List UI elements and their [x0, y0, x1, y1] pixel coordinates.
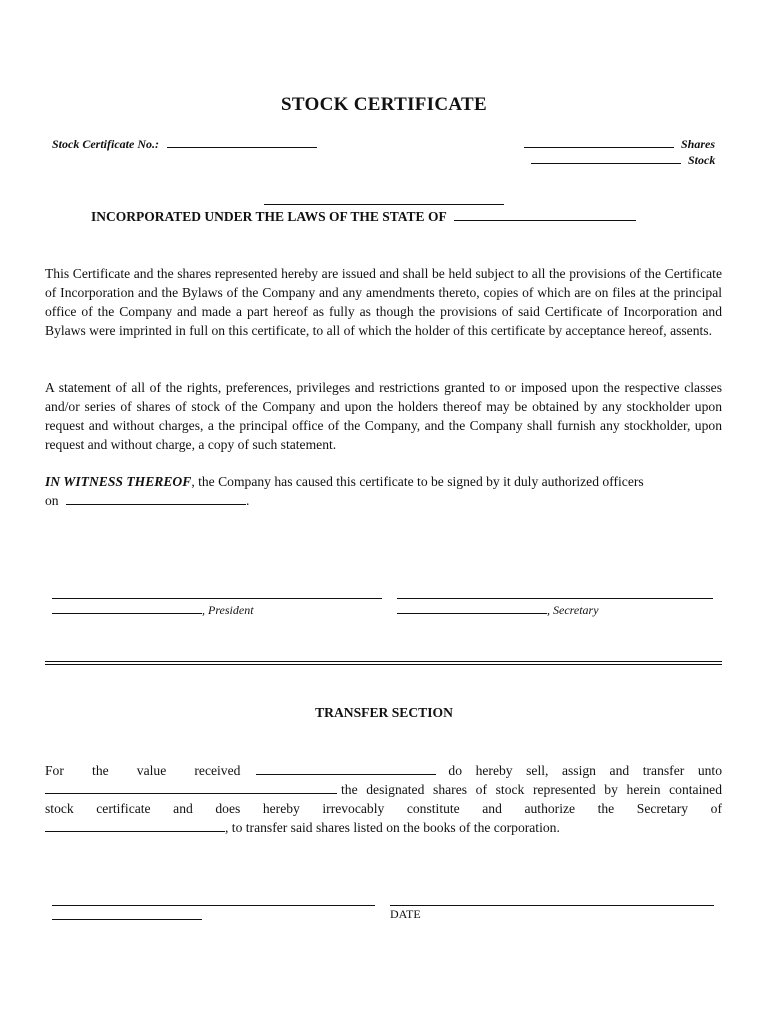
shares-field[interactable]	[524, 135, 674, 148]
transfer-value-received: For the value received	[45, 763, 241, 778]
transfer-line-1	[45, 761, 722, 780]
paragraph-provisions: This Certificate and the shares represented hereby are issued and shall be held subject to all the provisions of the Certificate of Incorporation and the Bylaws of the Company and any amendments thereto, copies of which are on files at the principal office of the Company and made a part hereof as fully as though the provisions of said Certificate of Incorporation and Bylaws were imprinted in full on this certificate, to all of which the holder of this certificate by acceptance hereof, assents.	[45, 266, 722, 338]
transfer-assign-text: do hereby sell, assign and transfer unto	[448, 763, 722, 778]
stock-label: Stock	[688, 153, 716, 167]
secretary-company-field[interactable]	[45, 819, 225, 832]
secretary-signature-line[interactable]	[397, 598, 713, 599]
stock-row	[531, 151, 715, 169]
witness-text: , the Company has caused this certificate to be signed by it duly authorized officers	[191, 474, 644, 489]
transfer-books-text: , to transfer said shares listed on the books of the corporation.	[225, 820, 560, 835]
witness-end: .	[246, 493, 250, 508]
president-signature-line[interactable]	[52, 598, 382, 599]
witness-date-field[interactable]	[66, 492, 246, 505]
incorporated-label: INCORPORATED UNDER THE LAWS OF THE STATE OF	[91, 209, 447, 224]
transfer-name-line[interactable]	[52, 919, 202, 920]
president-label: , President	[202, 603, 254, 617]
state-field[interactable]	[454, 209, 636, 221]
transfer-section-title: TRANSFER SECTION	[315, 705, 453, 720]
date-label: DATE	[390, 907, 421, 921]
transfer-signature-line[interactable]	[52, 905, 375, 906]
paragraph-statement: A statement of all of the rights, preferences, privileges and restrictions granted to or imposed upon the respective classes and/or series of shares of stock of the Company and upon the holders thereof may be obtained by any stockholder upon request and without charges, a the principal office of the Company, and the Company shall furnish any stockholder, upon request and without charge, a copy of such statement.	[45, 380, 722, 452]
witness-on: on	[45, 493, 59, 508]
secretary-name-field[interactable]	[397, 601, 547, 614]
witness-heading: IN WITNESS THEREOF	[45, 474, 192, 489]
transfer-designated-text: the designated shares of stock represented by herein contained	[341, 782, 722, 797]
certificate-number-row	[52, 135, 317, 153]
transferee-field[interactable]	[45, 781, 337, 794]
transfer-line-2	[45, 780, 722, 799]
president-row	[52, 601, 254, 619]
certificate-number-field[interactable]	[167, 135, 317, 148]
shares-label: Shares	[681, 137, 716, 151]
transfer-date-line[interactable]	[390, 905, 714, 906]
document-title: STOCK CERTIFICATE	[281, 94, 487, 115]
section-divider-bottom	[45, 664, 722, 665]
transfer-line-3: stock certificate and does hereby irrevocably constitute and authorize the Secretary of	[45, 801, 722, 816]
company-name-field[interactable]	[264, 204, 504, 205]
secretary-row	[397, 601, 599, 619]
secretary-label: , Secretary	[547, 603, 599, 617]
transfer-line-4	[45, 818, 722, 837]
incorporated-row	[91, 209, 636, 225]
stock-field[interactable]	[531, 151, 681, 164]
president-name-field[interactable]	[52, 601, 202, 614]
transfer-paragraph	[45, 761, 722, 837]
witness-paragraph	[45, 472, 722, 510]
certificate-number-label: Stock Certificate No.:	[52, 137, 159, 151]
transferor-field[interactable]	[256, 762, 436, 775]
section-divider-top	[45, 661, 722, 662]
